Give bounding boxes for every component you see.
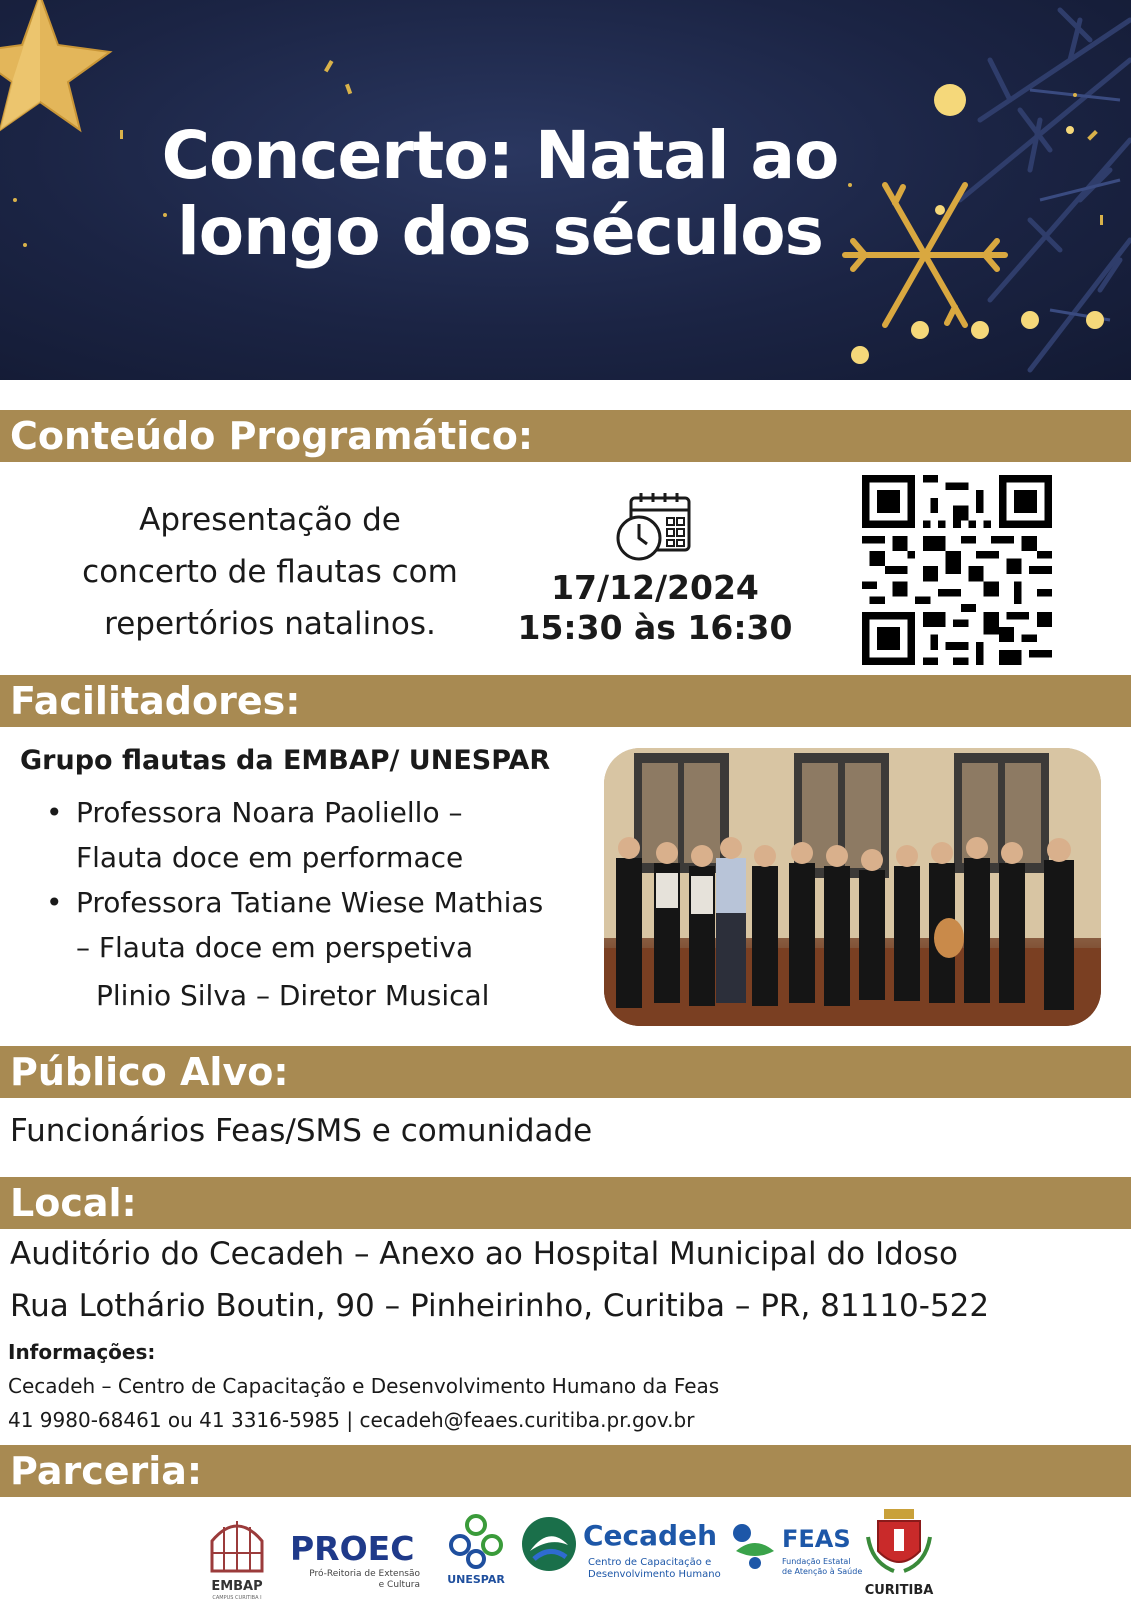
hero-banner: [0, 0, 1131, 380]
section-bar-partnership: Parceria:: [0, 1445, 1131, 1497]
program-line: repertórios natalinos.: [104, 606, 436, 642]
list-item: [42, 790, 602, 880]
event-datetime: [505, 490, 805, 648]
curitiba-name: CURITIBA: [864, 1583, 934, 1598]
musical-director: Plinio Silva – Diretor Musical: [96, 979, 490, 1012]
info-contact: 41 9980-68461 ou 41 3316-5985 | cecadeh@feaes.curitiba.pr.gov.br: [8, 1408, 695, 1432]
cecadeh-name: Cecadeh: [583, 1519, 717, 1552]
partner-logos: [0, 1505, 1131, 1600]
section-bar-facilitators: Facilitadores:: [0, 675, 1131, 727]
audience-text: Funcionários Feas/SMS e comunidade: [10, 1113, 593, 1149]
facilitator-role: – Flauta doce em perspetiva: [76, 931, 474, 964]
location-line-2: Rua Lothário Boutin, 90 – Pinheirinho, Curitiba – PR, 81110-522: [10, 1288, 990, 1324]
group-photo-illustration: [604, 748, 1101, 1026]
group-photo: [604, 748, 1101, 1026]
proec-name: PROEC: [290, 1529, 415, 1568]
cecadeh-subtitle-1: Centro de Capacitação e: [588, 1557, 712, 1568]
unespar-name: UNESPAR: [447, 1573, 505, 1586]
embap-logo-icon: [208, 1517, 266, 1579]
cecadeh-logo-icon: [520, 1515, 578, 1573]
title-line-2: longo dos séculos: [177, 193, 823, 270]
section-bar-audience: Público Alvo:: [0, 1046, 1131, 1098]
curitiba-coat-of-arms-icon: [864, 1507, 934, 1579]
facilitator-name: • Professora Tatiane Wiese Mathias: [76, 886, 544, 919]
program-line: Apresentação de: [139, 502, 401, 538]
calendar-clock-icon: [615, 490, 695, 562]
embap-name: EMBAP: [211, 1579, 263, 1594]
facilitator-list: [42, 790, 602, 970]
feas-subtitle-2: de Atenção à Saúde: [782, 1567, 863, 1576]
feas-name: FEAS: [782, 1525, 851, 1553]
embap-subtitle: CAMPUS CURITIBA I: [212, 1595, 262, 1601]
cecadeh-subtitle-2: Desenvolvimento Humano: [588, 1569, 721, 1580]
proec-subtitle-2: e Cultura: [378, 1580, 420, 1590]
section-bar-location: Local:: [0, 1177, 1131, 1229]
info-org: Cecadeh – Centro de Capacitação e Desenvolvimento Humano da Feas: [8, 1374, 720, 1398]
list-item: [42, 880, 602, 970]
section-bar-program: Conteúdo Programático:: [0, 410, 1131, 462]
program-description: [50, 494, 490, 650]
qr-code-icon[interactable]: [862, 475, 1052, 665]
title-line-1: Concerto: Natal ao: [161, 117, 839, 194]
facilitator-name: • Professora Noara Paoliello –: [76, 796, 463, 829]
info-label: Informações:: [8, 1340, 156, 1364]
unespar-logo-icon: [448, 1513, 504, 1569]
event-date: 17/12/2024: [551, 568, 759, 607]
group-title: Grupo flautas da EMBAP/ UNESPAR: [20, 745, 551, 776]
program-line: concerto de flautas com: [82, 554, 458, 590]
event-title: [0, 118, 1000, 270]
location-line-1: Auditório do Cecadeh – Anexo ao Hospital Municipal do Idoso: [10, 1236, 958, 1272]
feas-logo-icon: [730, 1521, 780, 1571]
feas-subtitle-1: Fundação Estatal: [782, 1557, 851, 1566]
facilitator-role: Flauta doce em performace: [76, 841, 464, 874]
proec-subtitle-1: Pró-Reitoria de Extensão: [309, 1569, 420, 1579]
event-time: 15:30 às 16:30: [517, 608, 793, 647]
